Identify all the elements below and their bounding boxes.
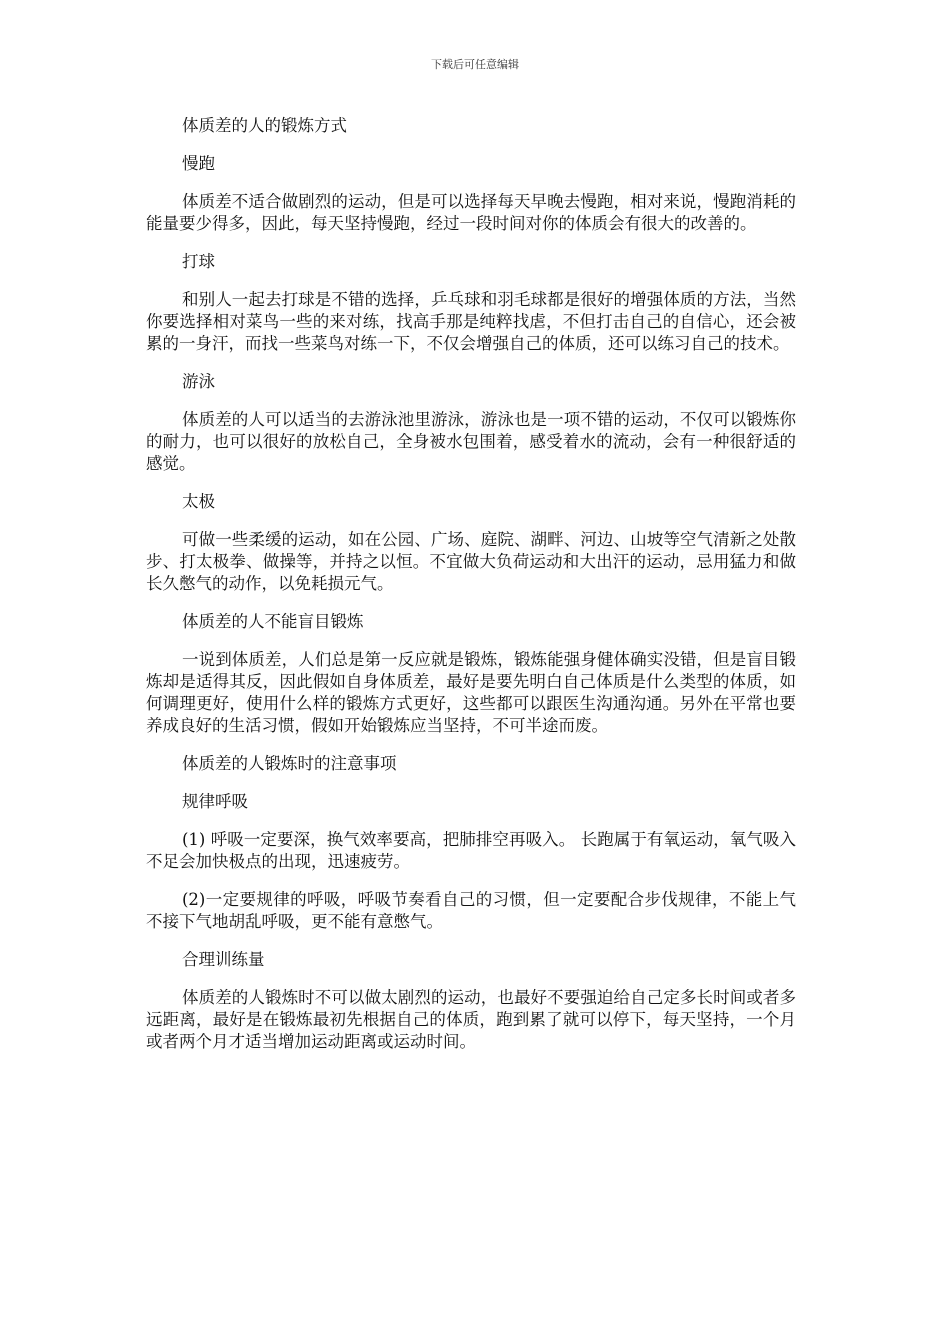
paragraph-jogging: 体质差不适合做剧烈的运动，但是可以选择每天早晚去慢跑，相对来说，慢跑消耗的能量要少得多，因此，每天坚持慢跑，经过一段时间对你的体质会有很大的改善的。	[146, 192, 796, 233]
page-header-note: 下载后可任意编辑	[431, 58, 519, 71]
section-title-precautions: 体质差的人锻炼时的注意事项	[182, 754, 397, 773]
paragraph-breathing-1: (1) 呼吸一定要深，换气效率要高，把肺排空再吸入。 长跑属于有氧运动，氧气吸入不足会加快极点的出现，迅速疲劳。	[146, 830, 796, 871]
subsection-swimming: 游泳	[182, 372, 215, 391]
document-body	[146, 115, 796, 1069]
subsection-taiji: 太极	[182, 492, 215, 511]
paragraph-ball-games: 和别人一起去打球是不错的选择，乒乓球和羽毛球都是很好的增强体质的方法，当然你要选择相对菜鸟一些的来对练，找高手那是纯粹找虐，不但打击自己的自信心，还会被累的一身汗，而找一些菜鸟对练一下，不仅会增强自己的体质，还可以练习自己的技术。	[146, 290, 796, 353]
subsection-regular-breathing: 规律呼吸	[182, 792, 248, 811]
paragraph-taiji: 可做一些柔缓的运动，如在公园、广场、庭院、湖畔、河边、山坡等空气清新之处散步、打太极拳、做操等，并持之以恒。不宜做大负荷运动和大出汗的运动，忌用猛力和做长久憋气的动作，以免耗损元气。	[146, 530, 796, 593]
paragraph-training-volume: 体质差的人锻炼时不可以做太剧烈的运动，也最好不要强迫给自己定多长时间或者多远距离，最好是在锻炼最初先根据自己的体质，跑到累了就可以停下，每天坚持，一个月或者两个月才适当增加运动距离或运动时间。	[146, 988, 796, 1051]
paragraph-swimming: 体质差的人可以适当的去游泳池里游泳，游泳也是一项不错的运动，不仅可以锻炼你的耐力，也可以很好的放松自己，全身被水包围着，感受着水的流动，会有一种很舒适的感觉。	[146, 410, 796, 473]
section-title-no-blind-exercise: 体质差的人不能盲目锻炼	[182, 612, 364, 631]
subsection-ball-games: 打球	[182, 252, 215, 271]
paragraph-breathing-2: (2)一定要规律的呼吸，呼吸节奏看自己的习惯，但一定要配合步伐规律，不能上气不接下气地胡乱呼吸，更不能有意憋气。	[146, 890, 796, 931]
section-title-exercise-methods: 体质差的人的锻炼方式	[182, 116, 347, 135]
paragraph-no-blind-exercise: 一说到体质差，人们总是第一反应就是锻炼，锻炼能强身健体确实没错，但是盲目锻炼却是适得其反，因此假如自身体质差，最好是要先明白自己体质是什么类型的体质，如何调理更好，使用什么样的锻炼方式更好，这些都可以跟医生沟通沟通。另外在平常也要养成良好的生活习惯，假如开始锻炼应当坚持，不可半途而废。	[146, 650, 796, 735]
subsection-jogging: 慢跑	[182, 154, 215, 173]
subsection-training-volume: 合理训练量	[182, 950, 265, 969]
